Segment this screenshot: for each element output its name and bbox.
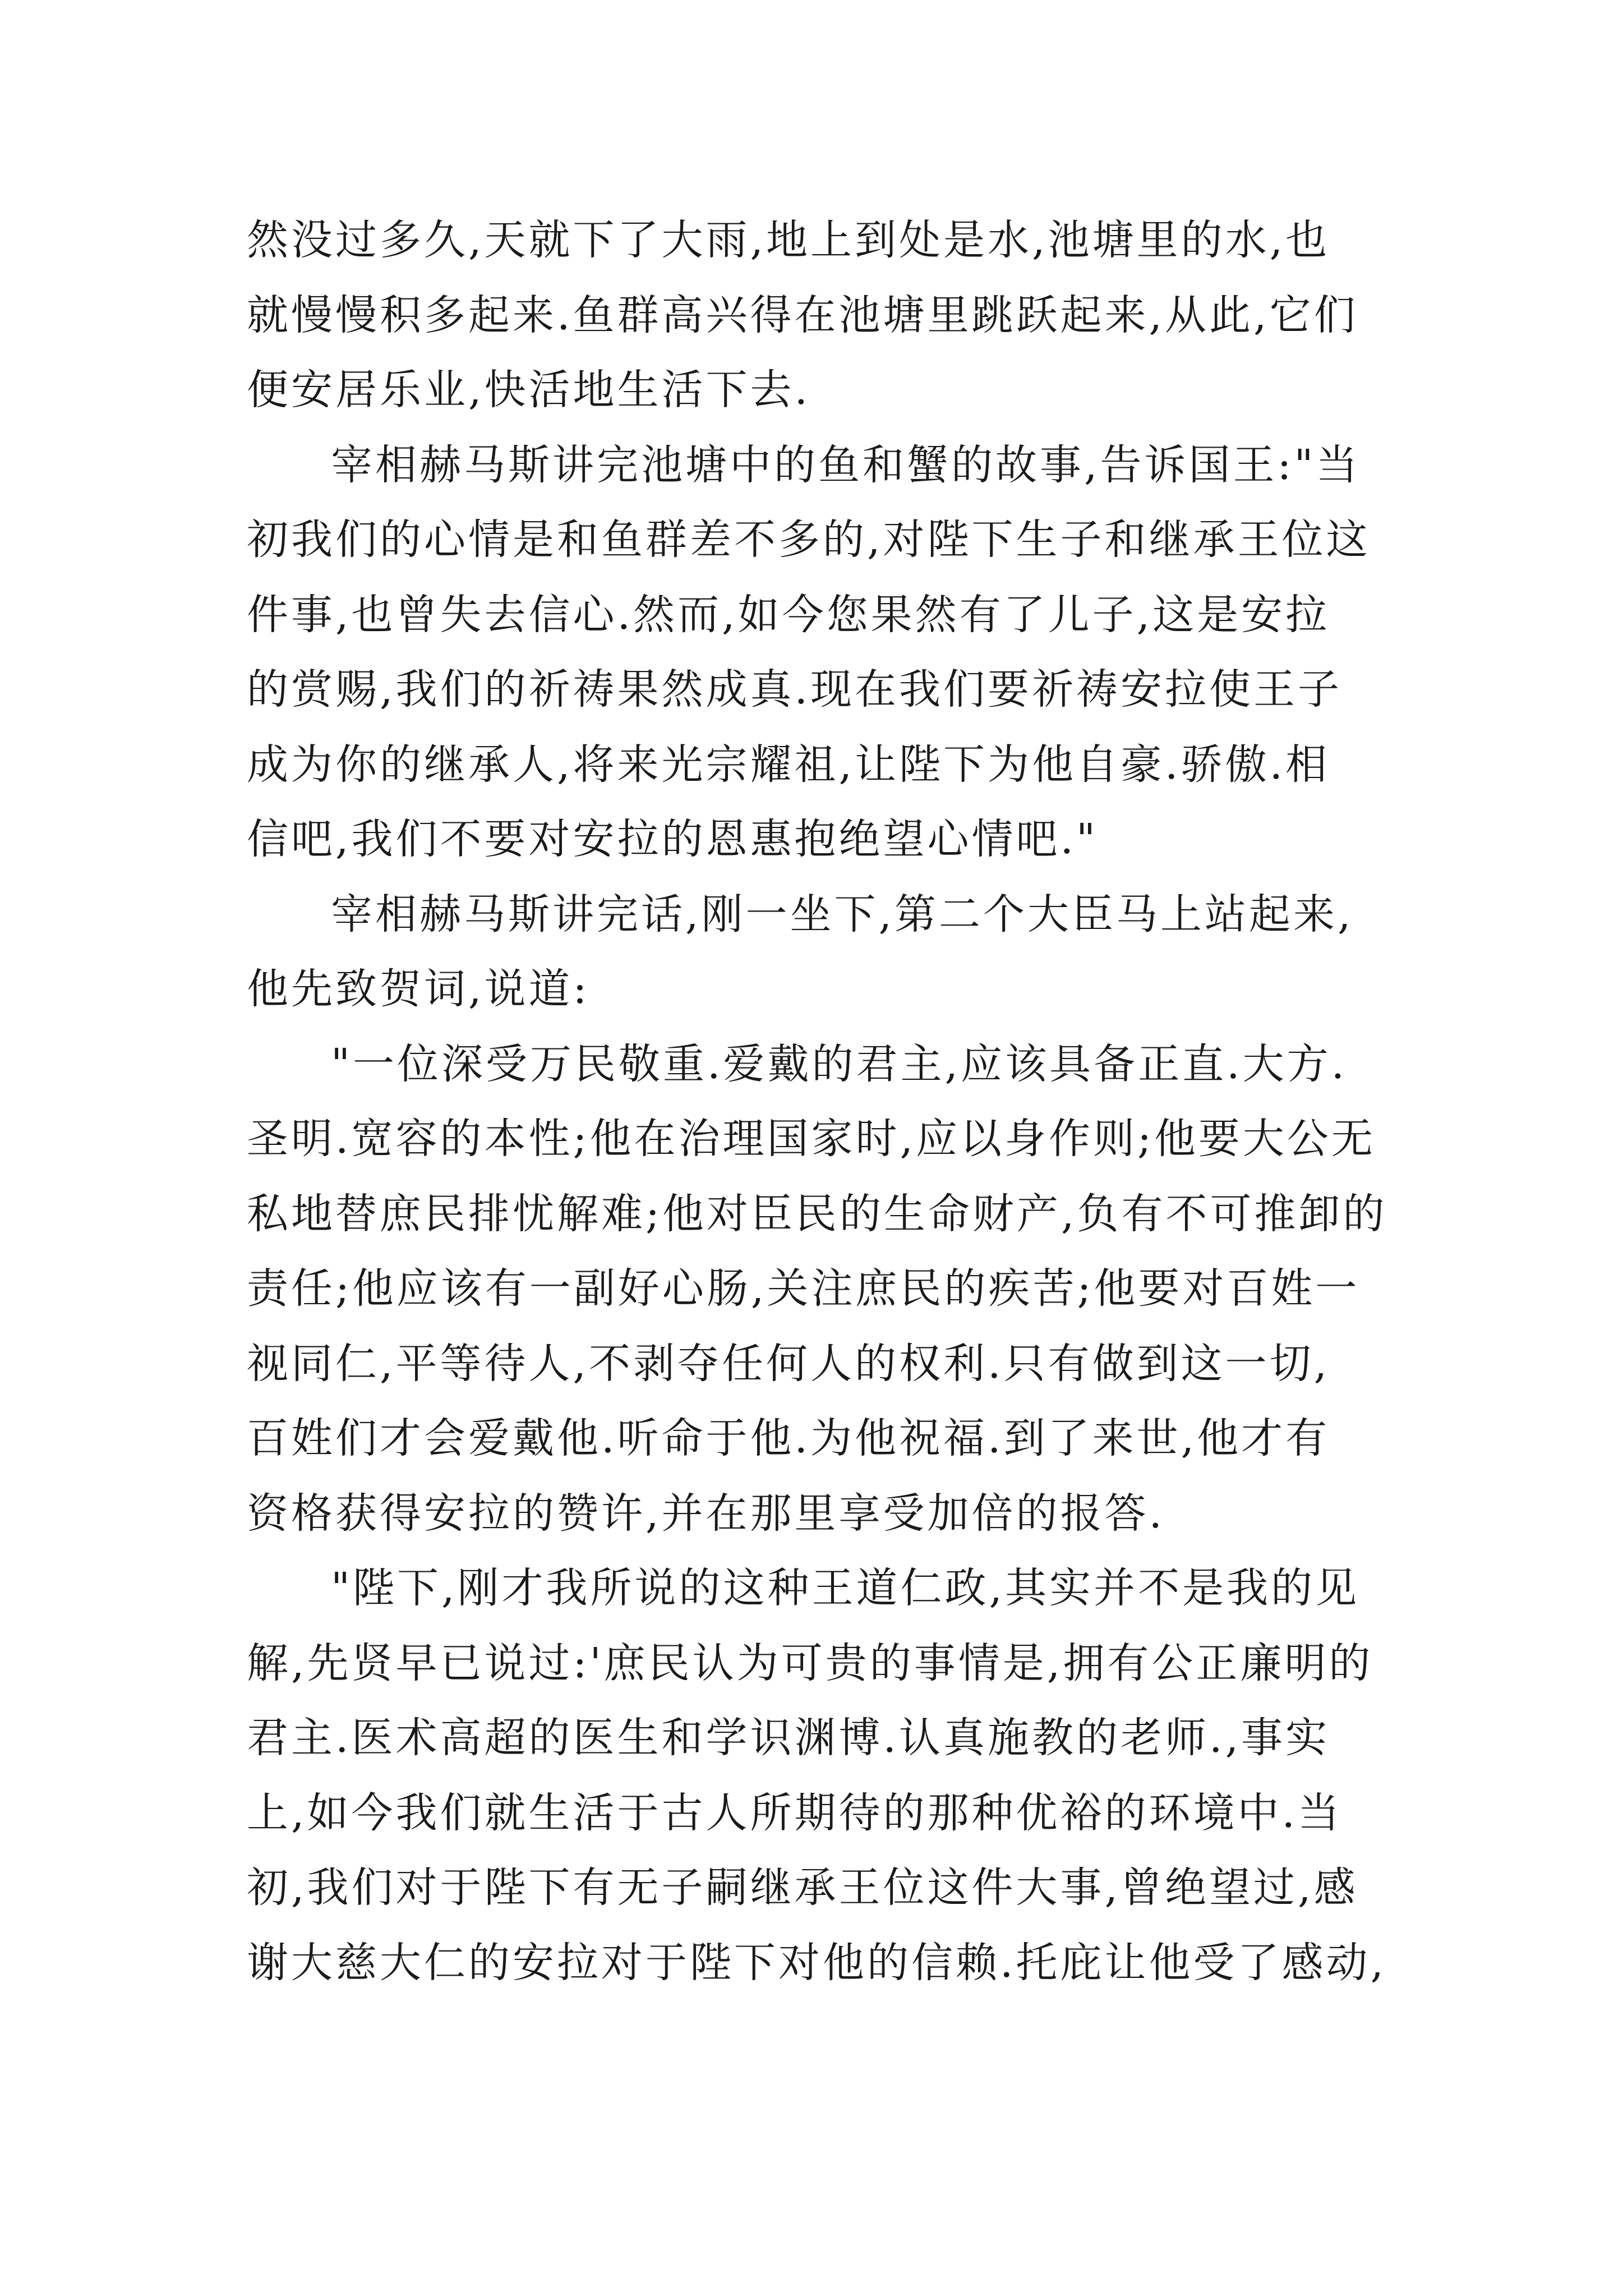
- text-line: 视同仁,平等待人,不剥夺任何人的权利.只有做到这一切,: [247, 1339, 1330, 1388]
- text-line: "陛下,刚才我所说的这种王道仁政,其实并不是我的见: [331, 1564, 1360, 1612]
- text-line: 责任;他应该有一副好心肠,关注庶民的疾苦;他要对百姓一: [247, 1264, 1360, 1313]
- paragraph: [247, 1551, 1396, 2000]
- text-line: 初,我们对于陛下有无子嗣继承王位这件大事,曾绝望过,感: [247, 1864, 1358, 1912]
- text-line: 解,先贤早已说过:'庶民认为可贵的事情是,拥有公正廉明的: [247, 1639, 1373, 1687]
- text-line: 宰相赫马斯讲完话,刚一坐下,第二个大臣马上站起来,: [331, 890, 1354, 938]
- paragraph: [247, 203, 1396, 428]
- paragraph: [247, 877, 1396, 1027]
- text-line: 资格获得安拉的赞许,并在那里享受加倍的报答.: [247, 1489, 1165, 1538]
- text-line: 圣明.宽容的本性;他在治理国家时,应以身作则;他要大公无: [247, 1115, 1376, 1163]
- text-line: 成为你的继承人,将来光宗耀祖,让陛下为他自豪.骄傲.相: [247, 740, 1330, 789]
- text-line: 信吧,我们不要对安拉的恩惠抱绝望心情吧.": [247, 815, 1099, 863]
- text-line: 宰相赫马斯讲完池塘中的鱼和蟹的故事,告诉国王:"当: [331, 440, 1361, 489]
- text-line: 初我们的心情是和鱼群差不多的,对陛下生子和继承王位这: [247, 516, 1371, 564]
- paragraph: [247, 1027, 1396, 1552]
- text-line: 谢大慈大仁的安拉对于陛下对他的信赖.托庇让他受了感动,: [247, 1938, 1387, 1987]
- text-line: 君主.医术高超的医生和学识渊博.认真施教的老师.,事实: [247, 1714, 1330, 1762]
- text-line: 便安居乐业,快活地生活下去.: [247, 366, 811, 414]
- text-line: 他先致贺词,说道:: [247, 965, 590, 1013]
- body-text: [247, 203, 1396, 2000]
- text-line: "一位深受万民敬重.爱戴的君主,应该具备正直.大方.: [331, 1039, 1348, 1088]
- text-line: 上,如今我们就生活于古人所期待的那种优裕的环境中.当: [247, 1788, 1343, 1837]
- text-line: 百姓们才会爱戴他.听命于他.为他祝福.到了来世,他才有: [247, 1414, 1330, 1462]
- text-line: 私地替庶民排忧解难;他对臣民的生命财产,负有不可推卸的: [247, 1189, 1387, 1238]
- text-line: 件事,也曾失去信心.然而,如今您果然有了儿子,这是安拉: [247, 590, 1330, 639]
- text-line: 就慢慢积多起来.鱼群高兴得在池塘里跳跃起来,从此,它们: [247, 291, 1358, 339]
- text-line: 然没过多久,天就下了大雨,地上到处是水,池塘里的水,也: [247, 216, 1330, 264]
- text-line: 的赏赐,我们的祈祷果然成真.现在我们要祈祷安拉使王子: [247, 665, 1343, 714]
- paragraph: [247, 428, 1396, 877]
